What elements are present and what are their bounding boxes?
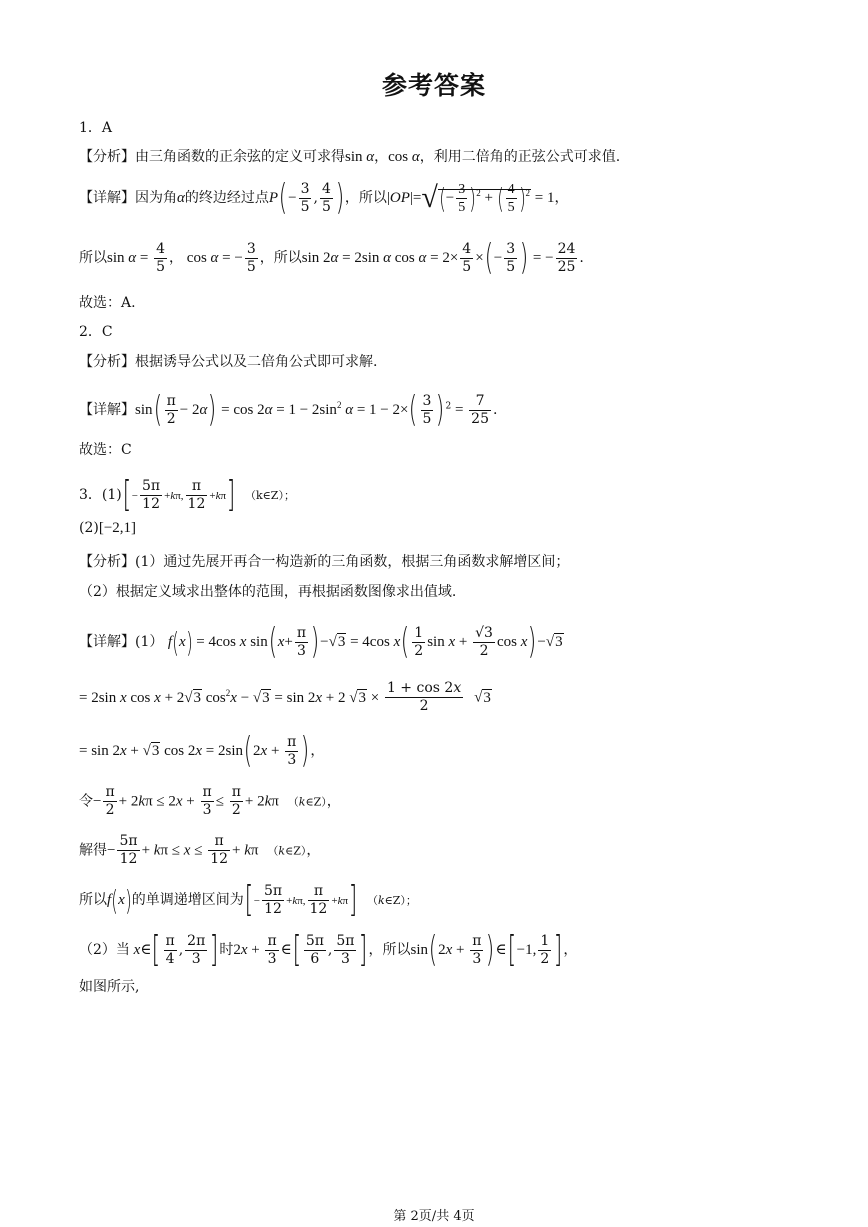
q3-detail-3: = sin 2x + √3 cos 2x = 2sin(2x + $\frac{\pi}{3}$ )， bbox=[79, 730, 325, 771]
q3-solve: 解得− $\frac{5\pi}{12}$ + kπ ≤ x ≤ $\frac{\pi}{12}$ + kπ （k∈Z）， bbox=[79, 833, 321, 867]
q3-part2-answer: (2)[−2,1] bbox=[79, 520, 137, 536]
q3-detail-1: 【详解】(1） f(x) = 4cos x sin(x+ $\frac{\pi}{3}$ )−√3 = 4cos x( $\frac{1}{2}$ sin x + $\frac{√3}{2}$ cos x)−√3 bbox=[79, 621, 563, 662]
page-title: 参考答案 bbox=[381, 71, 486, 100]
q3-as-shown: 如图所示, bbox=[79, 979, 140, 995]
q2-answer: 2．C bbox=[79, 324, 113, 340]
q2-detail: 【详解】sin( $\frac{\pi}{2}$ − $2\alpha) = \cos 2\alpha = 1 - 2\sin^2$ α = 1 − 2×( $\frac{3}{5}$ )$^2$ = $\frac{7}{25}$ . bbox=[79, 389, 498, 430]
q1-result: 所以sin α = $\frac{4}{5}$ ， cos α = − $\frac{3}{5}$ ，所以sin 2α = 2sin α cos α = 2× $\frac{4}{5}$ ×(− $\frac{3}{5}$ ) = − $\frac{24}{25}$ . bbox=[79, 237, 584, 278]
q3-analysis-1: 【分析】(1）通过先展开再合一构造新的三角函数，根据三角函数求解增区间； bbox=[79, 554, 570, 570]
q1-choose: 故选：A. bbox=[79, 295, 136, 311]
q1-answer: 1．A bbox=[79, 120, 113, 136]
q3-detail-2: = 2sin x cos x + 2√3 $\cos^2x - √3 = \sin 2x + 2$ √3 × $\frac{1 + \cos 2x}{2}$ √3 bbox=[79, 680, 491, 714]
q2-analysis: 【分析】根据诱导公式以及二倍角公式即可求解. bbox=[79, 354, 378, 370]
q3-part1-answer: 3．(1)[− $\frac{5\pi}{12}$ +kπ, $\frac{\pi}{12}$ +kπ] （k∈Z）； bbox=[79, 474, 295, 515]
q1-detail: 【详解】因为角α的终边经过点P(− $\frac{3}{5}$ , $\frac{4}{5}$ )，所以|OP|=√(− $\frac{3}{5}$ )$^2$ + ( $\frac{4}{5}$ )$^2$ = 1， bbox=[79, 177, 569, 218]
q3-monotonic: 所以f(x)的单调递增区间为[− $\frac{5\pi}{12}$ +kπ, $\frac{\pi}{12}$ +kπ] （k∈Z）； bbox=[79, 879, 417, 920]
q2-choose: 故选：C bbox=[79, 442, 132, 458]
q1-analysis: 【分析】由三角函数的正余弦的定义可求得sin α，cos α，利用二倍角的正弦公式可求值. bbox=[79, 149, 621, 165]
q3-analysis-2: （2）根据定义域求出整体的范围，再根据函数图像求出值域. bbox=[79, 584, 457, 600]
page-footer: 第 2页/共 4页 bbox=[393, 1209, 475, 1224]
q3-part2-detail: （2）当 x∈[ $\frac{\pi}{4}$ , $\frac{2\pi}{3}$ ]时2x + $\frac{\pi}{3}$ ∈[ $\frac{5\pi}{6}$ , $\frac{5\pi}{3}$ ]，所以sin(2x + $\frac{\pi}{3}$ )∈[−1, $\frac{1}{2}$ ]， bbox=[79, 929, 578, 970]
q3-let: 令− $\frac{\pi}{2}$ + 2kπ ≤ 2x + $\frac{\pi}{3}$ ≤ $\frac{\pi}{2}$ + 2kπ （k∈Z）， bbox=[79, 784, 341, 818]
